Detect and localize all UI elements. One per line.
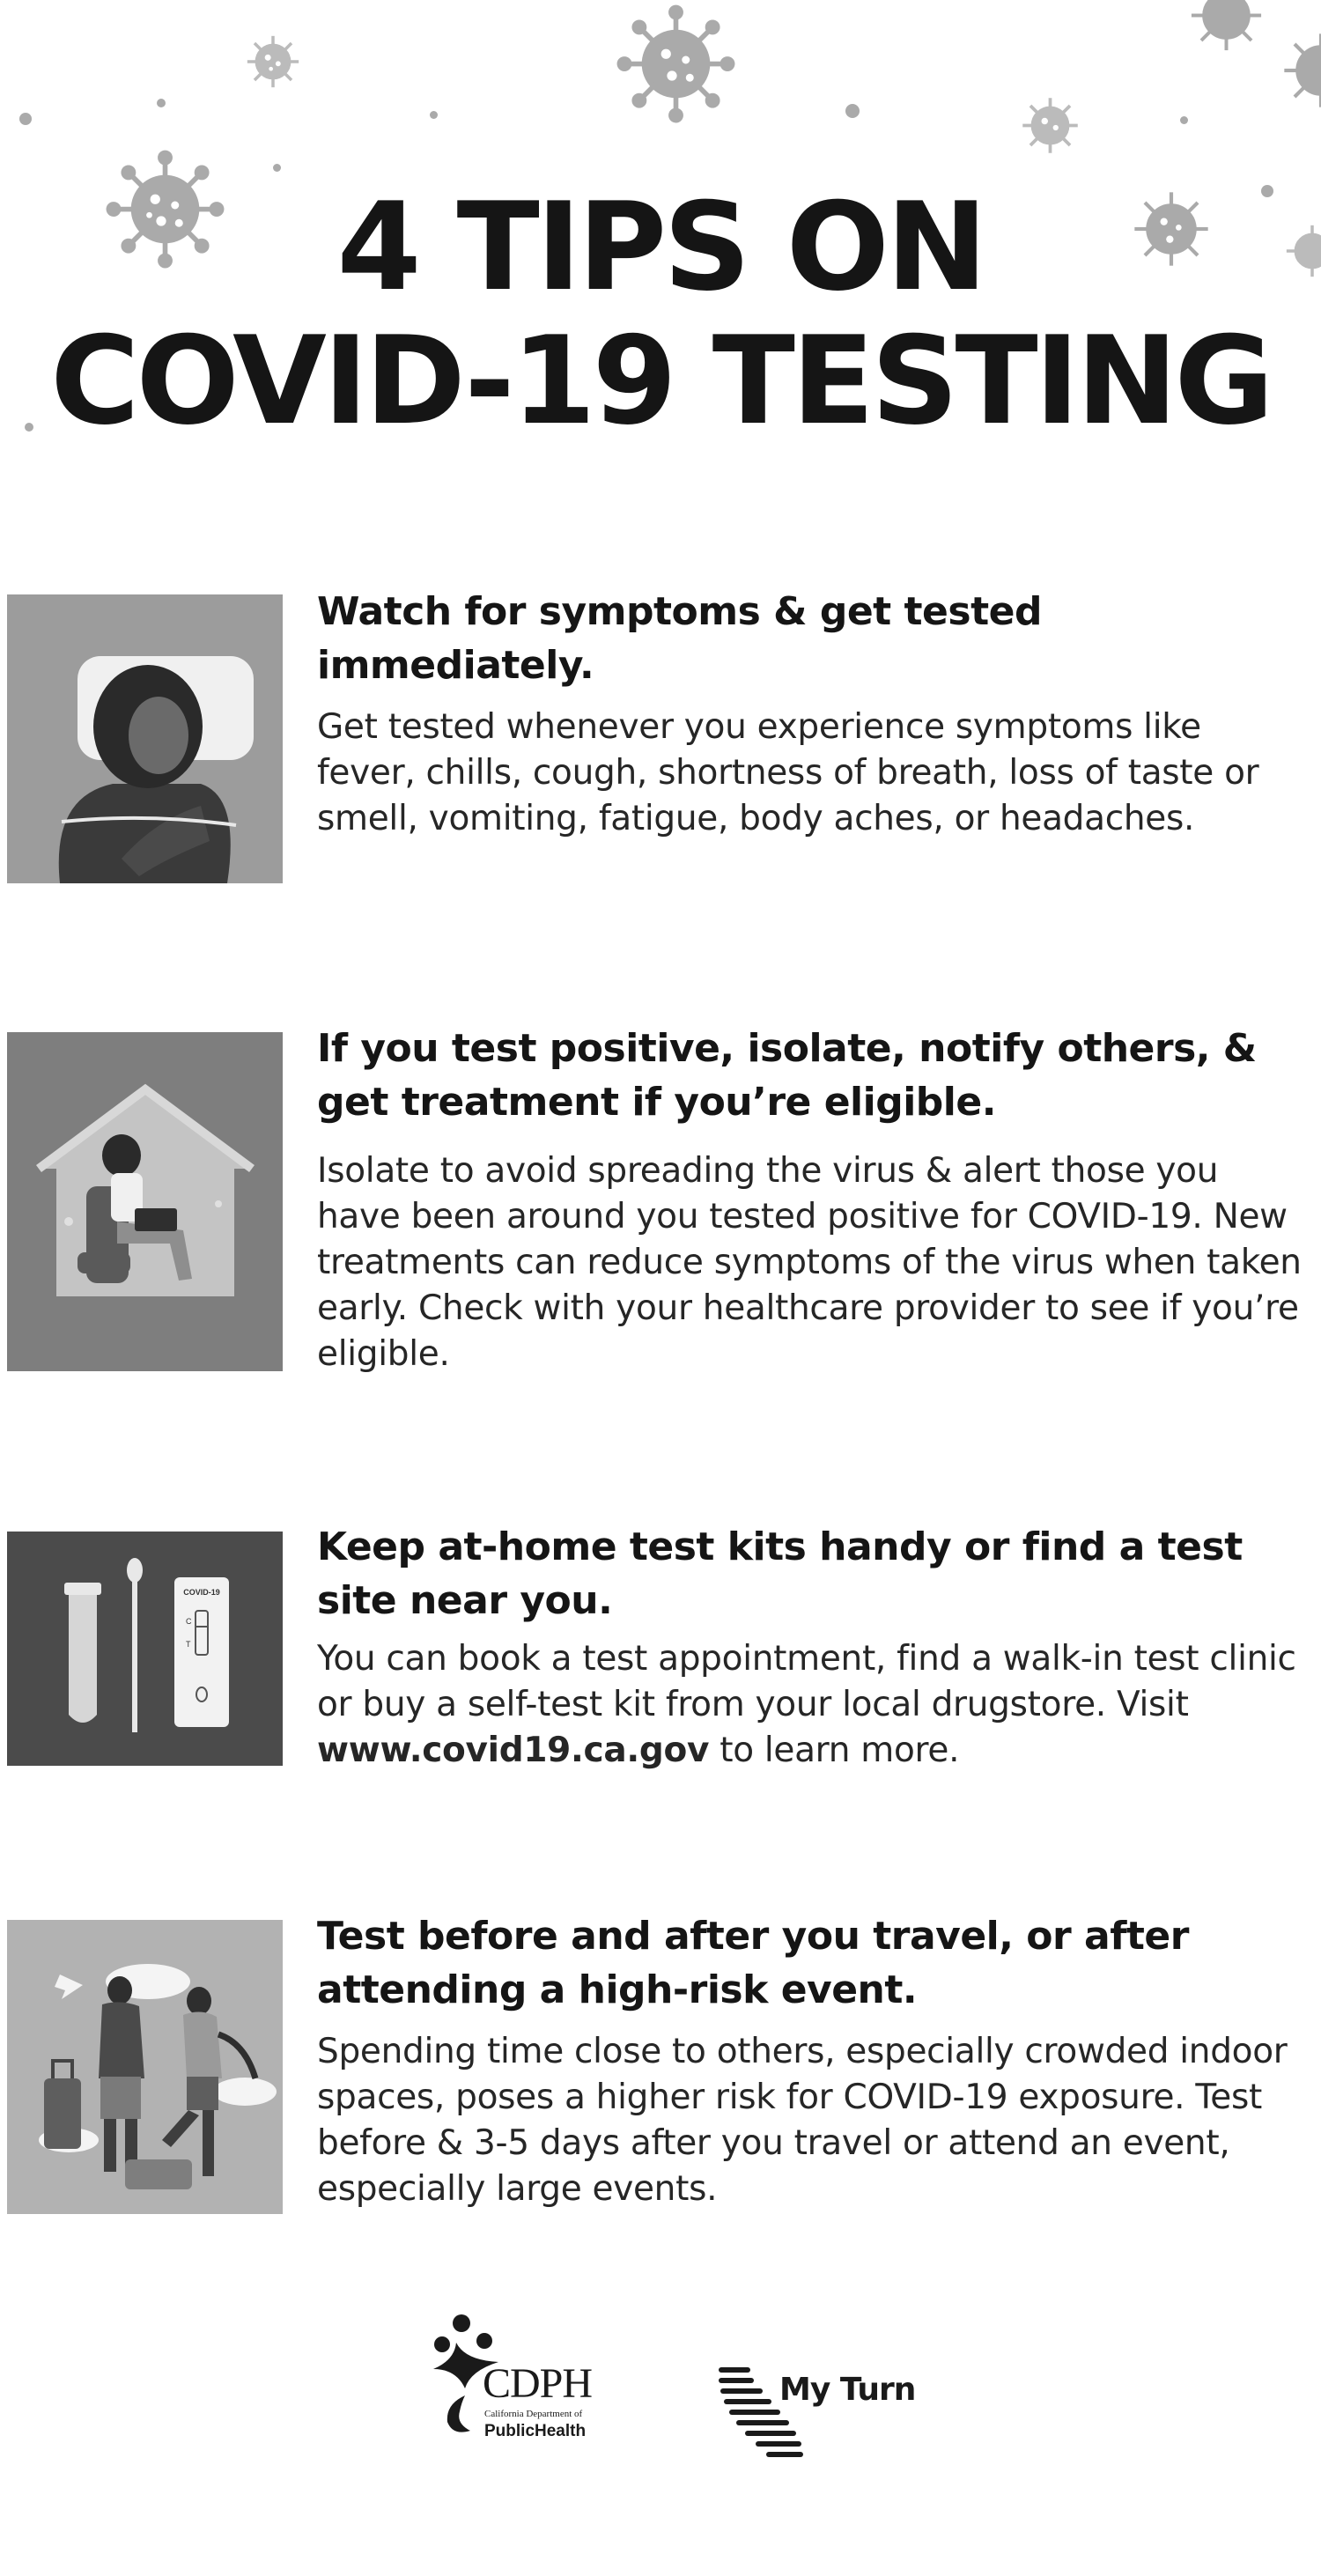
kit-label: COVID-19 (183, 1588, 220, 1597)
background-dot (157, 99, 166, 107)
test-kit-illustration (7, 1532, 283, 1766)
virus-decoration-icon (1277, 26, 1321, 114)
virus-decoration-icon (616, 4, 735, 123)
virus-decoration-icon (242, 31, 304, 92)
kit-c-label: C (186, 1617, 192, 1626)
tip-2-heading: If you test positive, isolate, notify others, & get treatment if you’re eligible. (317, 1026, 1257, 1125)
tip-3-heading: Keep at-home test kits handy or find a test site near you. (317, 1524, 1243, 1623)
covid19-website-link[interactable]: www.covid19.ca.gov (317, 1731, 710, 1770)
virus-decoration-icon (1017, 92, 1083, 159)
tip-3-body (317, 1636, 1303, 1774)
tip-4-heading: Test before and after you travel, or after attending a high-risk event. (317, 1914, 1189, 2012)
tip-3-body-text: You can book a test appointment, find a walk-in test clinic or buy a self-test kit from your local drugstore. Visit (317, 1639, 1296, 1724)
isolating-at-home-illustration (7, 1032, 283, 1371)
cdph-logo (430, 2307, 615, 2462)
cdph-line-1: California Department of (484, 2409, 583, 2419)
title-line-1: 4 TIPS ON (336, 176, 985, 318)
background-dot (845, 104, 860, 118)
background-dot (19, 113, 32, 125)
background-dot (1180, 116, 1188, 124)
cdph-letters: CDPH (483, 2360, 593, 2407)
background-dot (273, 164, 281, 172)
background-dot (430, 111, 438, 119)
kit-t-label: T (186, 1640, 191, 1649)
virus-decoration-icon (1184, 0, 1268, 57)
travelers-illustration (7, 1920, 283, 2214)
title-line-2: COVID-19 TESTING (50, 310, 1271, 452)
tip-1-heading: Watch for symptoms & get tested immediately. (317, 589, 1042, 688)
tip-3-body-text-end: to learn more. (709, 1731, 960, 1770)
my-turn-label: My Turn (779, 2372, 916, 2408)
tip-1-body: Get tested whenever you experience symptoms like fever, chills, cough, shortness of breath, loss of taste or smell, vomiting, fatigue, body aches, or headaches. (317, 707, 1259, 838)
tip-2-body: Isolate to avoid spreading the virus & alert those you have been around you tested positive for COVID-19. New treatments can reduce symptoms of the virus when taken early. Check with your healthcare provider to see if you’re eligible. (317, 1151, 1302, 1374)
tip-4-body: Spending time close to others, especially crowded indoor spaces, poses a higher risk for COVID-19 exposure. Test before & 3-5 days after you travel or attend an event, especially large events. (317, 2032, 1288, 2209)
my-turn-logo (718, 2365, 920, 2462)
cdph-line-2: PublicHealth (484, 2422, 587, 2440)
sleeping-person-illustration (7, 594, 283, 883)
page-title (0, 176, 1321, 452)
